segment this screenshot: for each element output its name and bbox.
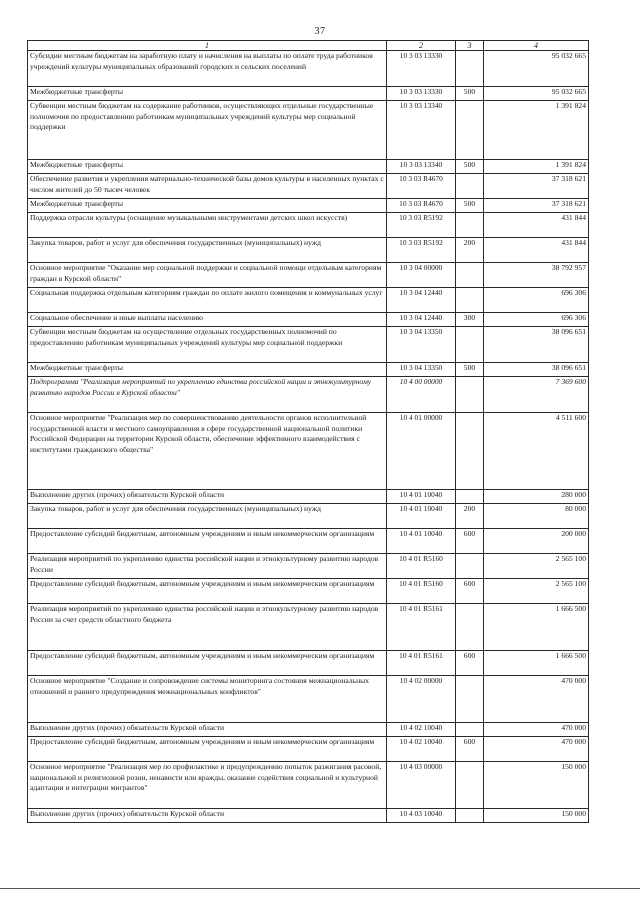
row-code-cell: 10 4 02 10040	[387, 723, 456, 737]
row-amount-cell: 38 096 651	[484, 363, 589, 377]
row-amount-cell: 38 792 957	[484, 263, 589, 288]
row-expense-type-cell: 200	[456, 238, 484, 263]
row-amount-cell: 150 000	[484, 762, 589, 809]
table-row	[28, 413, 589, 490]
table-row	[28, 160, 589, 174]
row-name-cell: Основное мероприятие "Оказание мер социальной поддержки и социальной помощи отдельным категориям граждан в Курской области"	[28, 263, 387, 288]
table-row	[28, 529, 589, 554]
row-amount-cell: 696 306	[484, 313, 589, 327]
table-row	[28, 363, 589, 377]
table-row	[28, 377, 589, 413]
row-amount-cell: 470 000	[484, 723, 589, 737]
table-row	[28, 651, 589, 676]
column-header-code: 2	[387, 41, 456, 51]
row-code-cell: 10 4 01 R5160	[387, 554, 456, 579]
table-row	[28, 313, 589, 327]
row-code-cell: 10 4 01 R5161	[387, 604, 456, 651]
table-row	[28, 263, 589, 288]
row-code-cell: 10 3 03 13330	[387, 87, 456, 101]
row-amount-cell: 37 318 621	[484, 199, 589, 213]
row-code-cell: 10 4 01 10040	[387, 504, 456, 529]
row-name-cell: Выполнение других (прочих) обязательств Курской области	[28, 723, 387, 737]
row-code-cell: 10 4 01 10040	[387, 490, 456, 504]
row-expense-type-cell: 600	[456, 579, 484, 604]
row-amount-cell: 38 096 651	[484, 327, 589, 363]
row-code-cell: 10 4 01 R5160	[387, 579, 456, 604]
row-name-cell: Реализация мероприятий по укреплению единства российской нации и этнокультурному развитию народов России за счет средств областного бюджета	[28, 604, 387, 651]
row-code-cell: 10 4 03 10040	[387, 809, 456, 823]
row-code-cell: 10 4 01 R5161	[387, 651, 456, 676]
row-amount-cell: 37 318 621	[484, 174, 589, 199]
row-code-cell: 10 3 04 13350	[387, 327, 456, 363]
row-amount-cell: 2 565 100	[484, 579, 589, 604]
row-amount-cell: 470 000	[484, 737, 589, 762]
row-name-cell: Основное мероприятие "Реализация мер по совершенствованию деятельности органов исполнительной государственной власти и местного самоуправления в сфере государственной национальной политики Российской Федерации на территории Курской области, обеспечение эффективного взаимодействия с институтами гражданского общества"	[28, 413, 387, 490]
table-row	[28, 213, 589, 238]
row-amount-cell: 200 000	[484, 529, 589, 554]
table-row	[28, 504, 589, 529]
table-header-row	[28, 41, 589, 51]
row-expense-type-cell	[456, 762, 484, 809]
column-header-expense-type: 3	[456, 41, 484, 51]
row-code-cell: 10 3 03 R4670	[387, 174, 456, 199]
table-row	[28, 737, 589, 762]
row-name-cell: Межбюджетные трансферты	[28, 199, 387, 213]
row-expense-type-cell	[456, 723, 484, 737]
row-expense-type-cell	[456, 413, 484, 490]
row-code-cell: 10 4 02 10040	[387, 737, 456, 762]
row-expense-type-cell	[456, 554, 484, 579]
row-expense-type-cell	[456, 490, 484, 504]
row-name-cell: Основное мероприятие "Реализация мер по профилактике и предупреждению попыток разжигания расовой, национальной и религиозной розни, ненависти или вражды, оказание содействия социальной и культурной адаптации и интеграции мигрантов"	[28, 762, 387, 809]
row-name-cell: Закупка товаров, работ и услуг для обеспечения государственных (муниципальных) нужд	[28, 238, 387, 263]
row-name-cell: Предоставление субсидий бюджетным, автономным учреждениям и иным некоммерческим организациям	[28, 579, 387, 604]
table-row	[28, 101, 589, 160]
row-amount-cell: 470 000	[484, 676, 589, 723]
row-code-cell: 10 3 03 13340	[387, 160, 456, 174]
row-expense-type-cell	[456, 51, 484, 87]
row-expense-type-cell: 300	[456, 313, 484, 327]
row-code-cell: 10 3 04 12440	[387, 288, 456, 313]
table-row	[28, 604, 589, 651]
page-bottom-rule	[0, 888, 640, 889]
row-name-cell: Основное мероприятие "Создание и сопровождение системы мониторинга состояния межнациональных отношений и раннего предупреждения межнациональных конфликтов"	[28, 676, 387, 723]
table-row	[28, 51, 589, 87]
row-expense-type-cell: 200	[456, 504, 484, 529]
row-code-cell: 10 3 03 13330	[387, 51, 456, 87]
page-number: 37	[314, 26, 326, 37]
row-code-cell: 10 3 03 R5192	[387, 238, 456, 263]
table-row	[28, 87, 589, 101]
row-expense-type-cell	[456, 377, 484, 413]
row-code-cell: 10 4 01 00000	[387, 413, 456, 490]
table-row	[28, 238, 589, 263]
row-expense-type-cell: 500	[456, 160, 484, 174]
table-row	[28, 676, 589, 723]
row-amount-cell: 1 666 500	[484, 604, 589, 651]
row-amount-cell: 7 369 600	[484, 377, 589, 413]
row-name-cell: Предоставление субсидий бюджетным, автономным учреждениям и иным некоммерческим организациям	[28, 737, 387, 762]
row-amount-cell: 431 844	[484, 238, 589, 263]
row-name-cell: Выполнение других (прочих) обязательств Курской области	[28, 490, 387, 504]
table-body	[28, 51, 589, 823]
row-code-cell: 10 4 00 00000	[387, 377, 456, 413]
row-name-cell: Социальное обеспечение и иные выплаты населению	[28, 313, 387, 327]
row-name-cell: Субвенции местным бюджетам на содержание работников, осуществляющих отдельные государственные полномочия по предоставлению работникам муниципальных учреждений культуры мер социальной поддержки	[28, 101, 387, 160]
column-header-name: 1	[28, 41, 387, 51]
row-name-cell: Социальная поддержка отдельным категориям граждан по оплате жилого помещения и коммунальных услуг	[28, 288, 387, 313]
row-expense-type-cell	[456, 213, 484, 238]
row-expense-type-cell: 500	[456, 363, 484, 377]
row-amount-cell: 2 565 100	[484, 554, 589, 579]
table-row	[28, 554, 589, 579]
row-expense-type-cell	[456, 327, 484, 363]
row-expense-type-cell	[456, 174, 484, 199]
row-amount-cell: 80 000	[484, 504, 589, 529]
row-code-cell: 10 4 02 00000	[387, 676, 456, 723]
table-row	[28, 288, 589, 313]
row-code-cell: 10 3 04 12440	[387, 313, 456, 327]
table-row	[28, 762, 589, 809]
table-row	[28, 490, 589, 504]
table-row	[28, 809, 589, 823]
row-amount-cell: 280 000	[484, 490, 589, 504]
row-name-cell: Выполнение других (прочих) обязательств Курской области	[28, 809, 387, 823]
row-code-cell: 10 4 03 00000	[387, 762, 456, 809]
row-name-cell: Субсидии местным бюджетам на заработную плату и начисления на выплаты по оплате труда работников учреждений культуры муниципальных образований городских и сельских поселений	[28, 51, 387, 87]
row-name-cell: Межбюджетные трансферты	[28, 87, 387, 101]
row-amount-cell: 1 391 824	[484, 160, 589, 174]
row-name-cell: Реализация мероприятий по укреплению единства российской нации и этнокультурному развитию народов России	[28, 554, 387, 579]
row-amount-cell: 696 306	[484, 288, 589, 313]
row-code-cell: 10 3 03 R4670	[387, 199, 456, 213]
row-code-cell: 10 4 01 10040	[387, 529, 456, 554]
row-code-cell: 10 3 03 R5192	[387, 213, 456, 238]
row-code-cell: 10 3 03 13340	[387, 101, 456, 160]
row-expense-type-cell	[456, 809, 484, 823]
row-expense-type-cell	[456, 288, 484, 313]
table-row	[28, 579, 589, 604]
row-expense-type-cell: 600	[456, 529, 484, 554]
row-amount-cell: 150 000	[484, 809, 589, 823]
budget-table	[27, 40, 589, 823]
row-amount-cell: 431 844	[484, 213, 589, 238]
row-expense-type-cell: 600	[456, 651, 484, 676]
row-name-cell: Межбюджетные трансферты	[28, 160, 387, 174]
row-name-cell: Предоставление субсидий бюджетным, автономным учреждениям и иным некоммерческим организациям	[28, 529, 387, 554]
row-expense-type-cell: 500	[456, 199, 484, 213]
row-name-cell: Поддержка отрасли культуры (оснащение музыкальными инструментами детских школ искусств)	[28, 213, 387, 238]
row-name-cell: Предоставление субсидий бюджетным, автономным учреждениям и иным некоммерческим организациям	[28, 651, 387, 676]
row-amount-cell: 1 391 824	[484, 101, 589, 160]
row-name-cell: Субвенции местным бюджетам на осуществление отдельных государственных полномочий по предоставлению работникам муниципальных учреждений культуры мер социальной поддержки	[28, 327, 387, 363]
row-amount-cell: 4 511 600	[484, 413, 589, 490]
table-row	[28, 723, 589, 737]
row-name-cell: Закупка товаров, работ и услуг для обеспечения государственных (муниципальных) нужд	[28, 504, 387, 529]
table-row	[28, 199, 589, 213]
row-expense-type-cell: 600	[456, 737, 484, 762]
row-expense-type-cell	[456, 101, 484, 160]
row-amount-cell: 95 032 665	[484, 51, 589, 87]
table-row	[28, 327, 589, 363]
row-amount-cell: 1 666 500	[484, 651, 589, 676]
row-name-cell: Подпрограмма "Реализация мероприятий по укреплению единства российской нации и этнокультурному развитию народов России в Курской области"	[28, 377, 387, 413]
row-amount-cell: 95 032 665	[484, 87, 589, 101]
row-name-cell: Обеспечение развития и укрепления материально-технической базы домов культуры в населенных пунктах с числом жителей до 50 тысяч человек	[28, 174, 387, 199]
row-expense-type-cell	[456, 263, 484, 288]
row-name-cell: Межбюджетные трансферты	[28, 363, 387, 377]
row-expense-type-cell: 500	[456, 87, 484, 101]
table-row	[28, 174, 589, 199]
row-expense-type-cell	[456, 676, 484, 723]
column-header-amount: 4	[484, 41, 589, 51]
row-code-cell: 10 3 04 13350	[387, 363, 456, 377]
row-code-cell: 10 3 04 00000	[387, 263, 456, 288]
row-expense-type-cell	[456, 604, 484, 651]
